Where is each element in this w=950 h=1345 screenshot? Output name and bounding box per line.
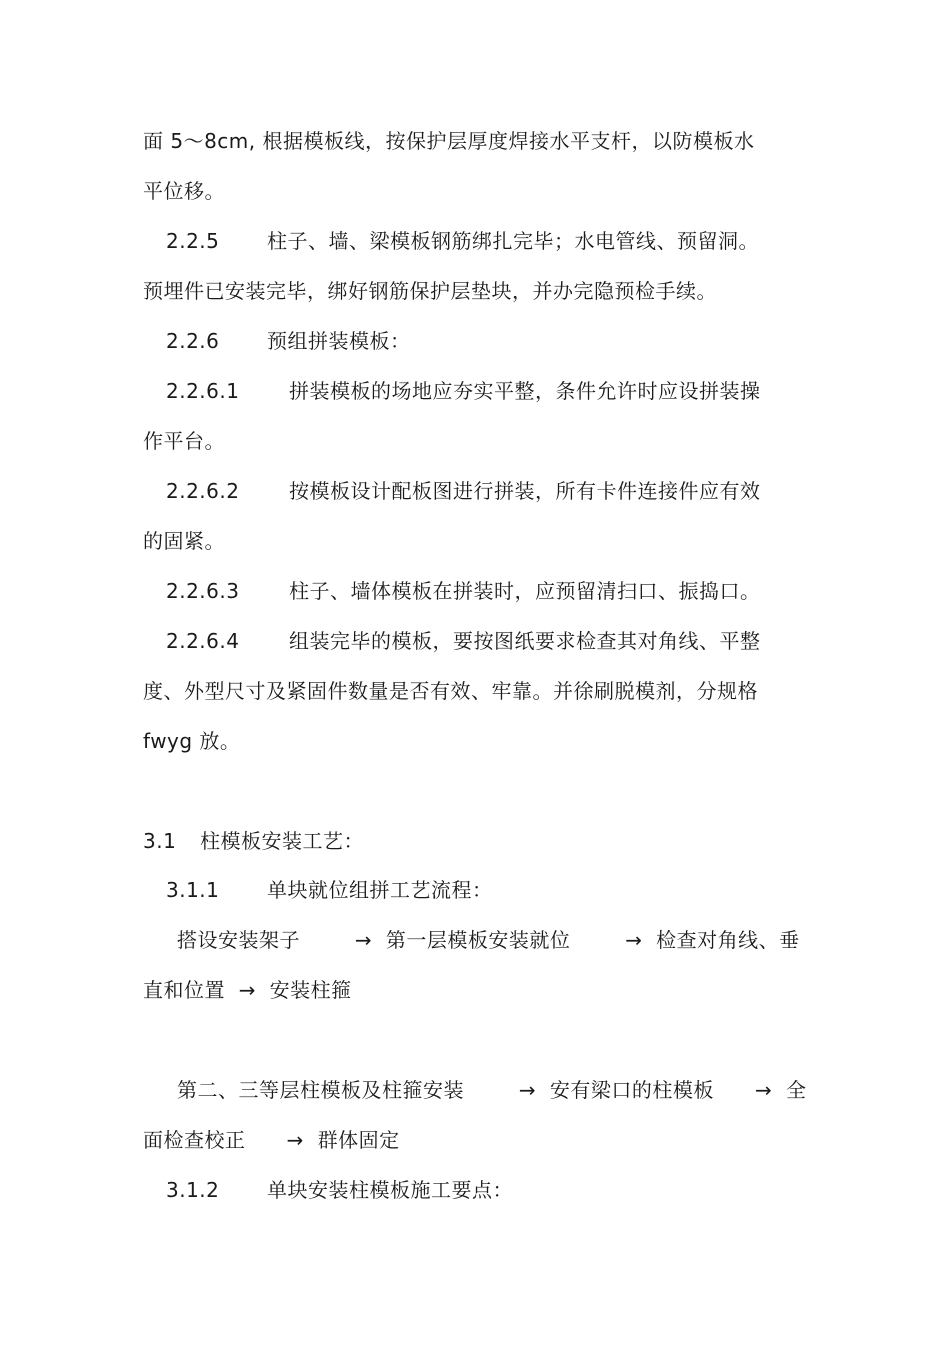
clause-line [166,1175,513,1205]
clause-number: 3.1.2 [166,1178,220,1202]
text-line [143,276,717,306]
flow-line [143,975,352,1005]
clause-number: 2.2.6.2 [166,479,240,503]
clause-text: 单块安装柱模板施工要点： [267,1178,513,1202]
clause-line [166,875,493,905]
flow-text: 搭设安装架子 → 第一层模板安装就位 → 检查对角线、垂 [177,928,800,952]
clause-number: 2.2.6.4 [166,629,240,653]
clause-number: 3.1.1 [166,878,220,902]
clause-line [166,476,761,506]
clause-number: 2.2.6 [166,329,220,353]
clause-line [166,226,759,256]
line-text: 的固紧。 [143,529,225,553]
line-text: fwyg 放。 [143,729,241,753]
line-text: 作平台。 [143,429,225,453]
section-heading [143,826,364,856]
line-text: 面 5～8cm, 根据模板线，按保护层厚度焊接水平支杆，以防模板水 [143,129,755,153]
line-text: 预埋件已安装完毕，绑好钢筋保护层垫块，并办完隐预检手续。 [143,279,717,303]
clause-text: 组装完毕的模板，要按图纸要求检查其对角线、平整 [289,629,761,653]
text-line [143,176,225,206]
clause-line [166,576,761,606]
flow-text: 直和位置 → 安装柱箍 [143,978,352,1002]
flow-line [177,1075,806,1105]
clause-line [166,326,411,356]
clause-text: 预组拼装模板： [267,329,411,353]
clause-line [166,626,761,656]
clause-text: 单块就位组拼工艺流程： [267,878,493,902]
section-number: 3.1 [143,829,177,853]
clause-number: 2.2.5 [166,229,220,253]
text-line [143,526,225,556]
line-text: 平位移。 [143,179,225,203]
text-line [143,726,240,756]
clause-text: 柱子、墙体模板在拼装时，应预留清扫口、振捣口。 [289,579,761,603]
clause-number: 2.2.6.3 [166,579,240,603]
text-line [143,676,758,706]
clause-text: 拼装模板的场地应夯实平整，条件允许时应设拼装操 [289,379,761,403]
flow-line [143,1125,400,1155]
clause-text: 按模板设计配板图进行拼装，所有卡件连接件应有效 [289,479,761,503]
text-line [143,126,755,156]
section-title: 柱模板安装工艺： [200,829,364,853]
flow-text: 第二、三等层柱模板及柱箍安装 → 安有梁口的柱模板 → 全 [177,1078,807,1102]
clause-text: 柱子、墙、梁模板钢筋绑扎完毕；水电管线、预留洞。 [267,229,759,253]
text-line [143,426,225,456]
clause-line [166,376,761,406]
clause-number: 2.2.6.1 [166,379,240,403]
flow-line [177,925,800,955]
flow-text: 面检查校正 → 群体固定 [143,1128,400,1152]
line-text: 度、外型尺寸及紧固件数量是否有效、牢靠。并徐刷脱模剂，分规格 [143,679,758,703]
